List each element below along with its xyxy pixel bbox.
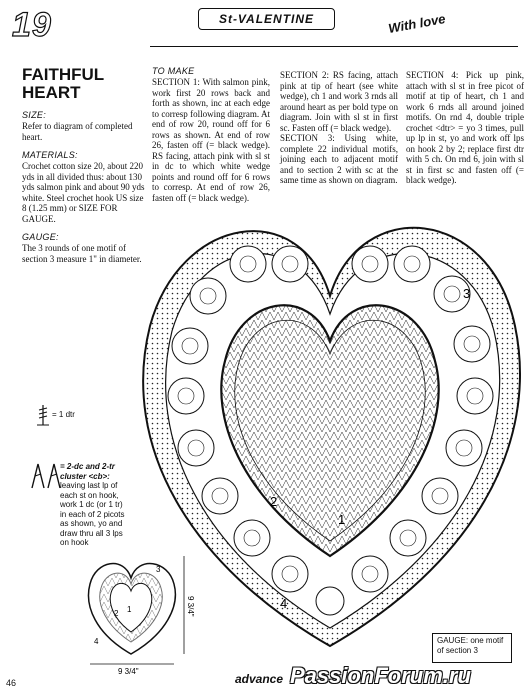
cluster-symbol-icon [30, 462, 62, 490]
gauge-text: The 3 rounds of one motif of section 3 measure 1" in diameter. [22, 243, 142, 264]
label-section-1: 1 [338, 512, 346, 527]
gauge-box: GAUGE: one motif of section 3 [432, 633, 512, 663]
thumb-label-3: 3 [156, 565, 161, 574]
column-3 [406, 70, 524, 186]
label-section-3: 3 [463, 286, 471, 301]
pattern-title: FAITHFUL HEART [22, 65, 104, 102]
section2-text: SECTION 2: RS facing, attach pink at tip of heart (see white wedge), ch 1 and work 3 rnds all around heart as per bold type on diagram. Join with sl st in first sc. Fasten off (= black wedge). [280, 70, 398, 133]
thumb-label-4: 4 [94, 637, 99, 646]
label-section-4: 4 [280, 596, 288, 611]
cluster-text: leaving last lp of each st on hook, work 1 dc (or 1 tr) in each of 2 picots as shown, yo and draw thru all 3 lps on hook [60, 481, 125, 547]
pattern-number: 19 [12, 6, 52, 44]
materials-text: Crochet cotton size 20, about 220 yds in all divided thus: about 130 yds salmon pink and about 90 yds white. Steel crochet hook US size 8 (1.25 mm) or SIZE FOR GAUGE. [22, 161, 145, 224]
header-rule [150, 46, 518, 47]
valentine-banner: St-VALENTINE [198, 8, 335, 30]
label-section-2: 2 [270, 494, 278, 509]
size-label: SIZE: [22, 110, 47, 120]
materials-label: MATERIALS: [22, 150, 78, 160]
column-2 [280, 70, 398, 186]
magazine-name: advance [235, 672, 284, 686]
cluster-title: = 2-dc and 2-tr cluster <cb>: [60, 462, 115, 481]
dimension-height: 9 3/4" [186, 596, 195, 617]
size-text: Refer to diagram of completed heart. [22, 121, 133, 142]
left-column [22, 110, 147, 264]
thumb-label-1: 1 [127, 605, 132, 614]
section1-text: SECTION 1: With salmon pink, work first 20 rows back and forth as shown, inc at each edge to corresp following diagram. At end of row 20, round off for 6 rows as shown. At end of row 26, fasten off (= black wedge). RS facing, attach pink with sl st in dc to which white wedge points and round off for 6 rows to corresp. At end of row 26, fasten off (= black wedge). [152, 77, 270, 203]
dimension-width: 9 3/4" [118, 667, 139, 676]
section4-text: SECTION 4: Pick up pink, attach with sl st in free picot of motif at tip of heart, ch 1 and work 6 rnds all around joined motifs. On rnd 4, double triple crochet <dtr> = yo 3 times, pull up lp in st, yo and work off lps on hook 2 by 2; replace first dtr with 5 ch. On rnd 6, join with sl st in first sc and fasten off (= black wedge). [406, 70, 524, 185]
cluster-legend [60, 462, 130, 548]
dtr-legend: = 1 dtr [52, 410, 75, 419]
to-make-label: TO MAKE [152, 66, 195, 76]
site-watermark: PassionForum.ru [290, 663, 471, 688]
thumb-label-2: 2 [114, 609, 119, 618]
thumbnail-diagram [76, 546, 206, 676]
gauge-label: GAUGE: [22, 232, 59, 242]
with-love-caption: With love [387, 11, 447, 36]
section3-text: SECTION 3: Using white, complete 22 individual motifs, joining each to adjacent motif and to section 2 with sc at the same time as shown on diagram. [280, 133, 398, 185]
page-number: 46 [6, 678, 17, 688]
dtr-symbol-icon [36, 404, 50, 426]
